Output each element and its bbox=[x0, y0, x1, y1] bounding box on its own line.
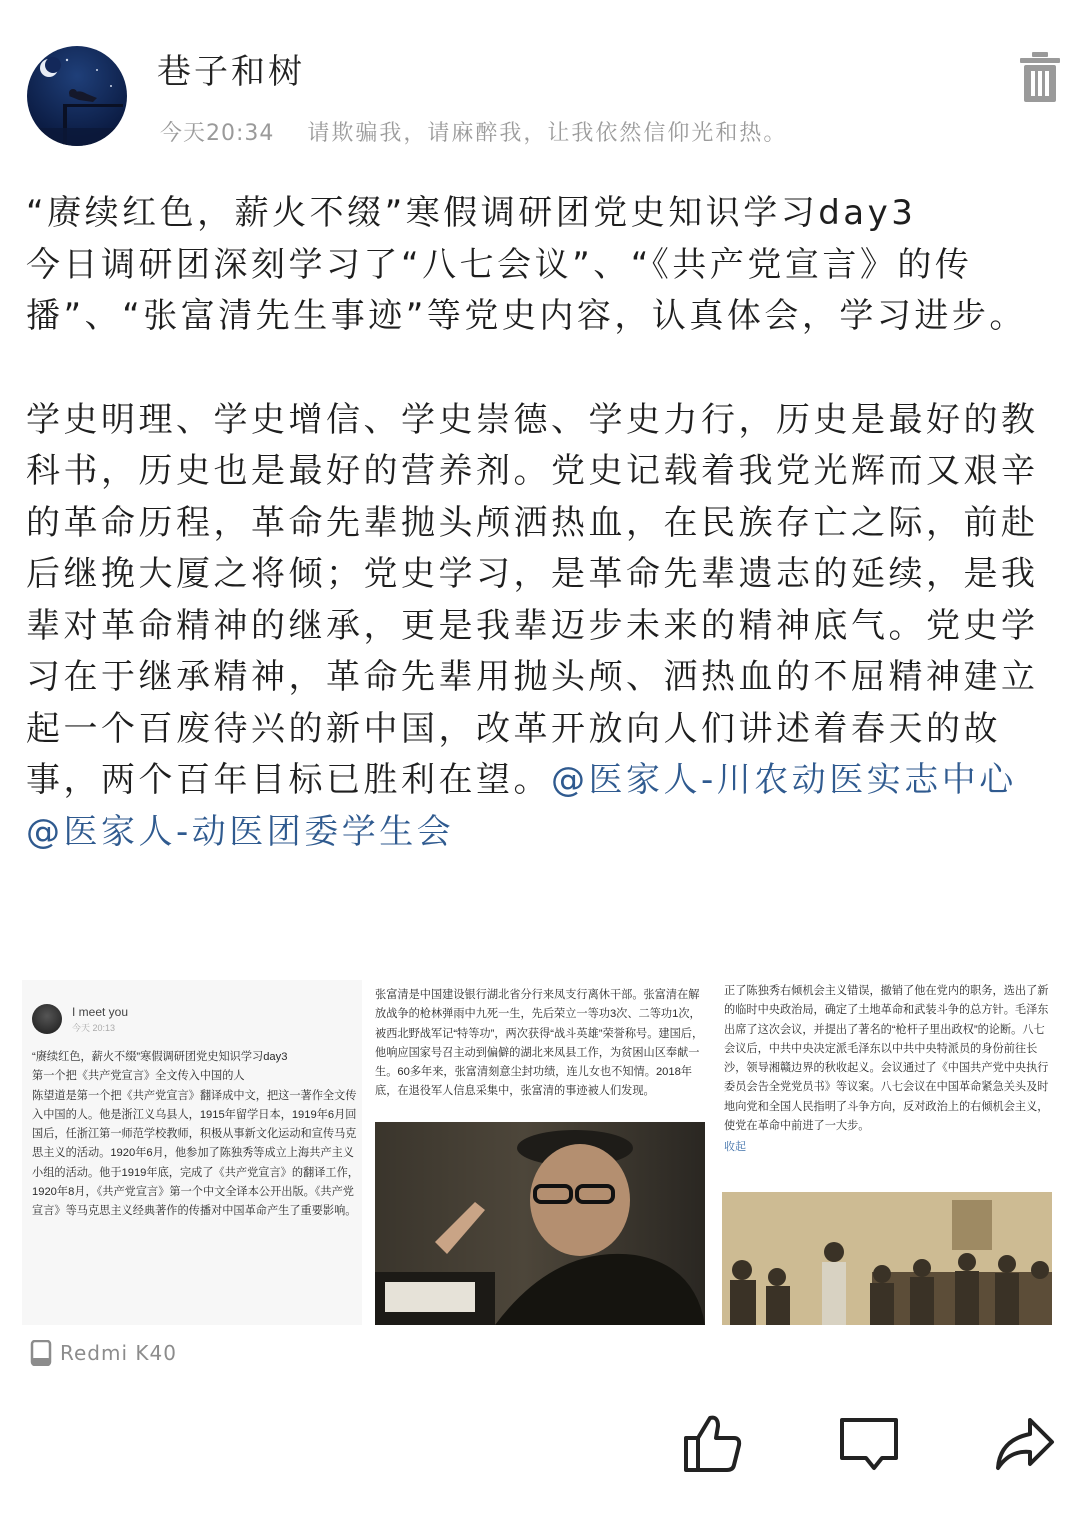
image2-text: 张富清是中国建设银行湖北省分行来凤支行离休干部。张富清在解放战争的枪林弹雨中九死一生，先后荣立一等功3次、二等功1次，被西北野战军记“特等功”，两次获得“战斗英雄”荣誉称号。建国后，他响应国家号召主动到偏僻的湖北来凤县工作，为贫困山区奉献一生。60多年来，张富清刻意尘封功绩，连儿女也不知情。2018年底，在退役军人信息采集中，张富清的事迹被人们发现。 bbox=[375, 989, 704, 1098]
post-image-3[interactable] bbox=[722, 980, 1052, 1325]
mention-link-2[interactable]: @医家人-动医团委学生会 bbox=[26, 811, 455, 852]
post-time: 今天20:34 bbox=[160, 121, 275, 146]
share-button[interactable] bbox=[992, 1410, 1058, 1476]
painting-image bbox=[722, 1192, 1052, 1325]
image1-body: 陈望道是第一个把《共产党宣言》翻译成中文，把这一著作全文传入中国的人。他是浙江义乌县人，1915年留学日本，1919年6月回国后，任浙江第一师范学校教师，积极从事新文化运动和宣传马克思主义的活动。1920年6月，他参加了陈独秀等成立上海共产主义小组的活动。他于1919年底，完成了《共产党宣言》的翻译工作，1920年8月，《共产党宣言》第一个中文全译本公开出版。《共产党宣言》等马克思主义经典著作的传播对中国革命产生了重要影响。 bbox=[32, 1089, 359, 1218]
meeting-painting bbox=[722, 1192, 1052, 1325]
post-body-text: 学史明理、学史增信、学史崇德、学史力行，历史是最好的教科书，历史也是最好的营养剂。党史记载着我党光辉而又艰辛的革命历程，革命先辈抛头颅洒热血，在民族存亡之际，前赴后继挽大厦之将倾；党史学习，是革命先辈遗志的延续，是我辈对革命精神的继承，更是我辈迈步未来的精神底气。党史学习在于继承精神，革命先辈用抛头颅、洒热血的不屈精神建立起一个百废待兴的新中国，改革开放向人们讲述着春天的故事，两个百年目标已胜利在望。 bbox=[26, 399, 1039, 800]
delete-button[interactable] bbox=[1016, 50, 1064, 104]
post-body bbox=[26, 395, 1056, 859]
like-button[interactable] bbox=[680, 1410, 746, 1476]
image1-username: I meet you bbox=[72, 1004, 129, 1019]
image1-text bbox=[32, 1048, 360, 1222]
post-content bbox=[26, 188, 1056, 858]
image3-text bbox=[724, 982, 1052, 1158]
post-meta bbox=[160, 116, 787, 147]
image1-subtitle: 第一个把《共产党宣言》全文传入中国的人 bbox=[32, 1070, 245, 1083]
post-image-2[interactable] bbox=[375, 980, 705, 1325]
share-icon bbox=[992, 1410, 1058, 1476]
user-signature: 请欺骗我，请麻醉我，让我依然信仰光和热。 bbox=[307, 121, 788, 146]
image3-body: 正了陈独秀右倾机会主义错误，撤销了他在党内的职务，选出了新的临时中央政治局，确定了土地革命和武装斗争的总方针。毛泽东出席了这次会议，并提出了著名的“枪杆子里出政权”的论断。八七会议后，中共中央决定派毛泽东以中共中央特派员的身份前往长沙，领导湘赣边界的秋收起义。会议通过了《中国共产党中央执行委员会告全党党员书》等议案。八七会议在中国革命紧急关头及时地向党和全国人民指明了斗争方向，反对政治上的右倾机会主义，使党在革命中前进了一大步。 bbox=[724, 985, 1049, 1133]
comment-icon bbox=[836, 1410, 902, 1476]
phone-icon bbox=[30, 1340, 52, 1366]
mention-link-1[interactable]: @医家人-川农动医实志中心 bbox=[551, 760, 1017, 800]
avatar-image bbox=[27, 46, 127, 146]
post-title: “赓续红色，薪火不缀”寒假调研团党史知识学习day3 bbox=[26, 193, 917, 233]
portrait-image bbox=[375, 1122, 705, 1325]
comment-button[interactable] bbox=[836, 1410, 902, 1476]
device-info bbox=[30, 1340, 177, 1366]
mini-avatar bbox=[32, 1004, 62, 1034]
image1-time: 今天 20:13 bbox=[72, 1022, 116, 1033]
image1-title: “赓续红色，薪火不缀”寒假调研团党史知识学习day3 bbox=[32, 1051, 288, 1063]
portrait-photo bbox=[375, 1122, 705, 1325]
device-name: Redmi K40 bbox=[60, 1341, 177, 1365]
image1-header bbox=[32, 1004, 128, 1034]
avatar[interactable] bbox=[27, 46, 127, 146]
trash-icon bbox=[1016, 50, 1064, 104]
thumbs-up-icon bbox=[680, 1410, 746, 1476]
post-intro: 今日调研团深刻学习了“八七会议”、“《共产党宣言》的传播”、“张富清先生事迹”等党史内容，认真体会，学习进步。 bbox=[26, 244, 1027, 336]
collapse-link[interactable]: 收起 bbox=[724, 1141, 746, 1154]
username[interactable]: 巷子和树 bbox=[157, 52, 305, 92]
post-image-1[interactable] bbox=[22, 980, 362, 1325]
